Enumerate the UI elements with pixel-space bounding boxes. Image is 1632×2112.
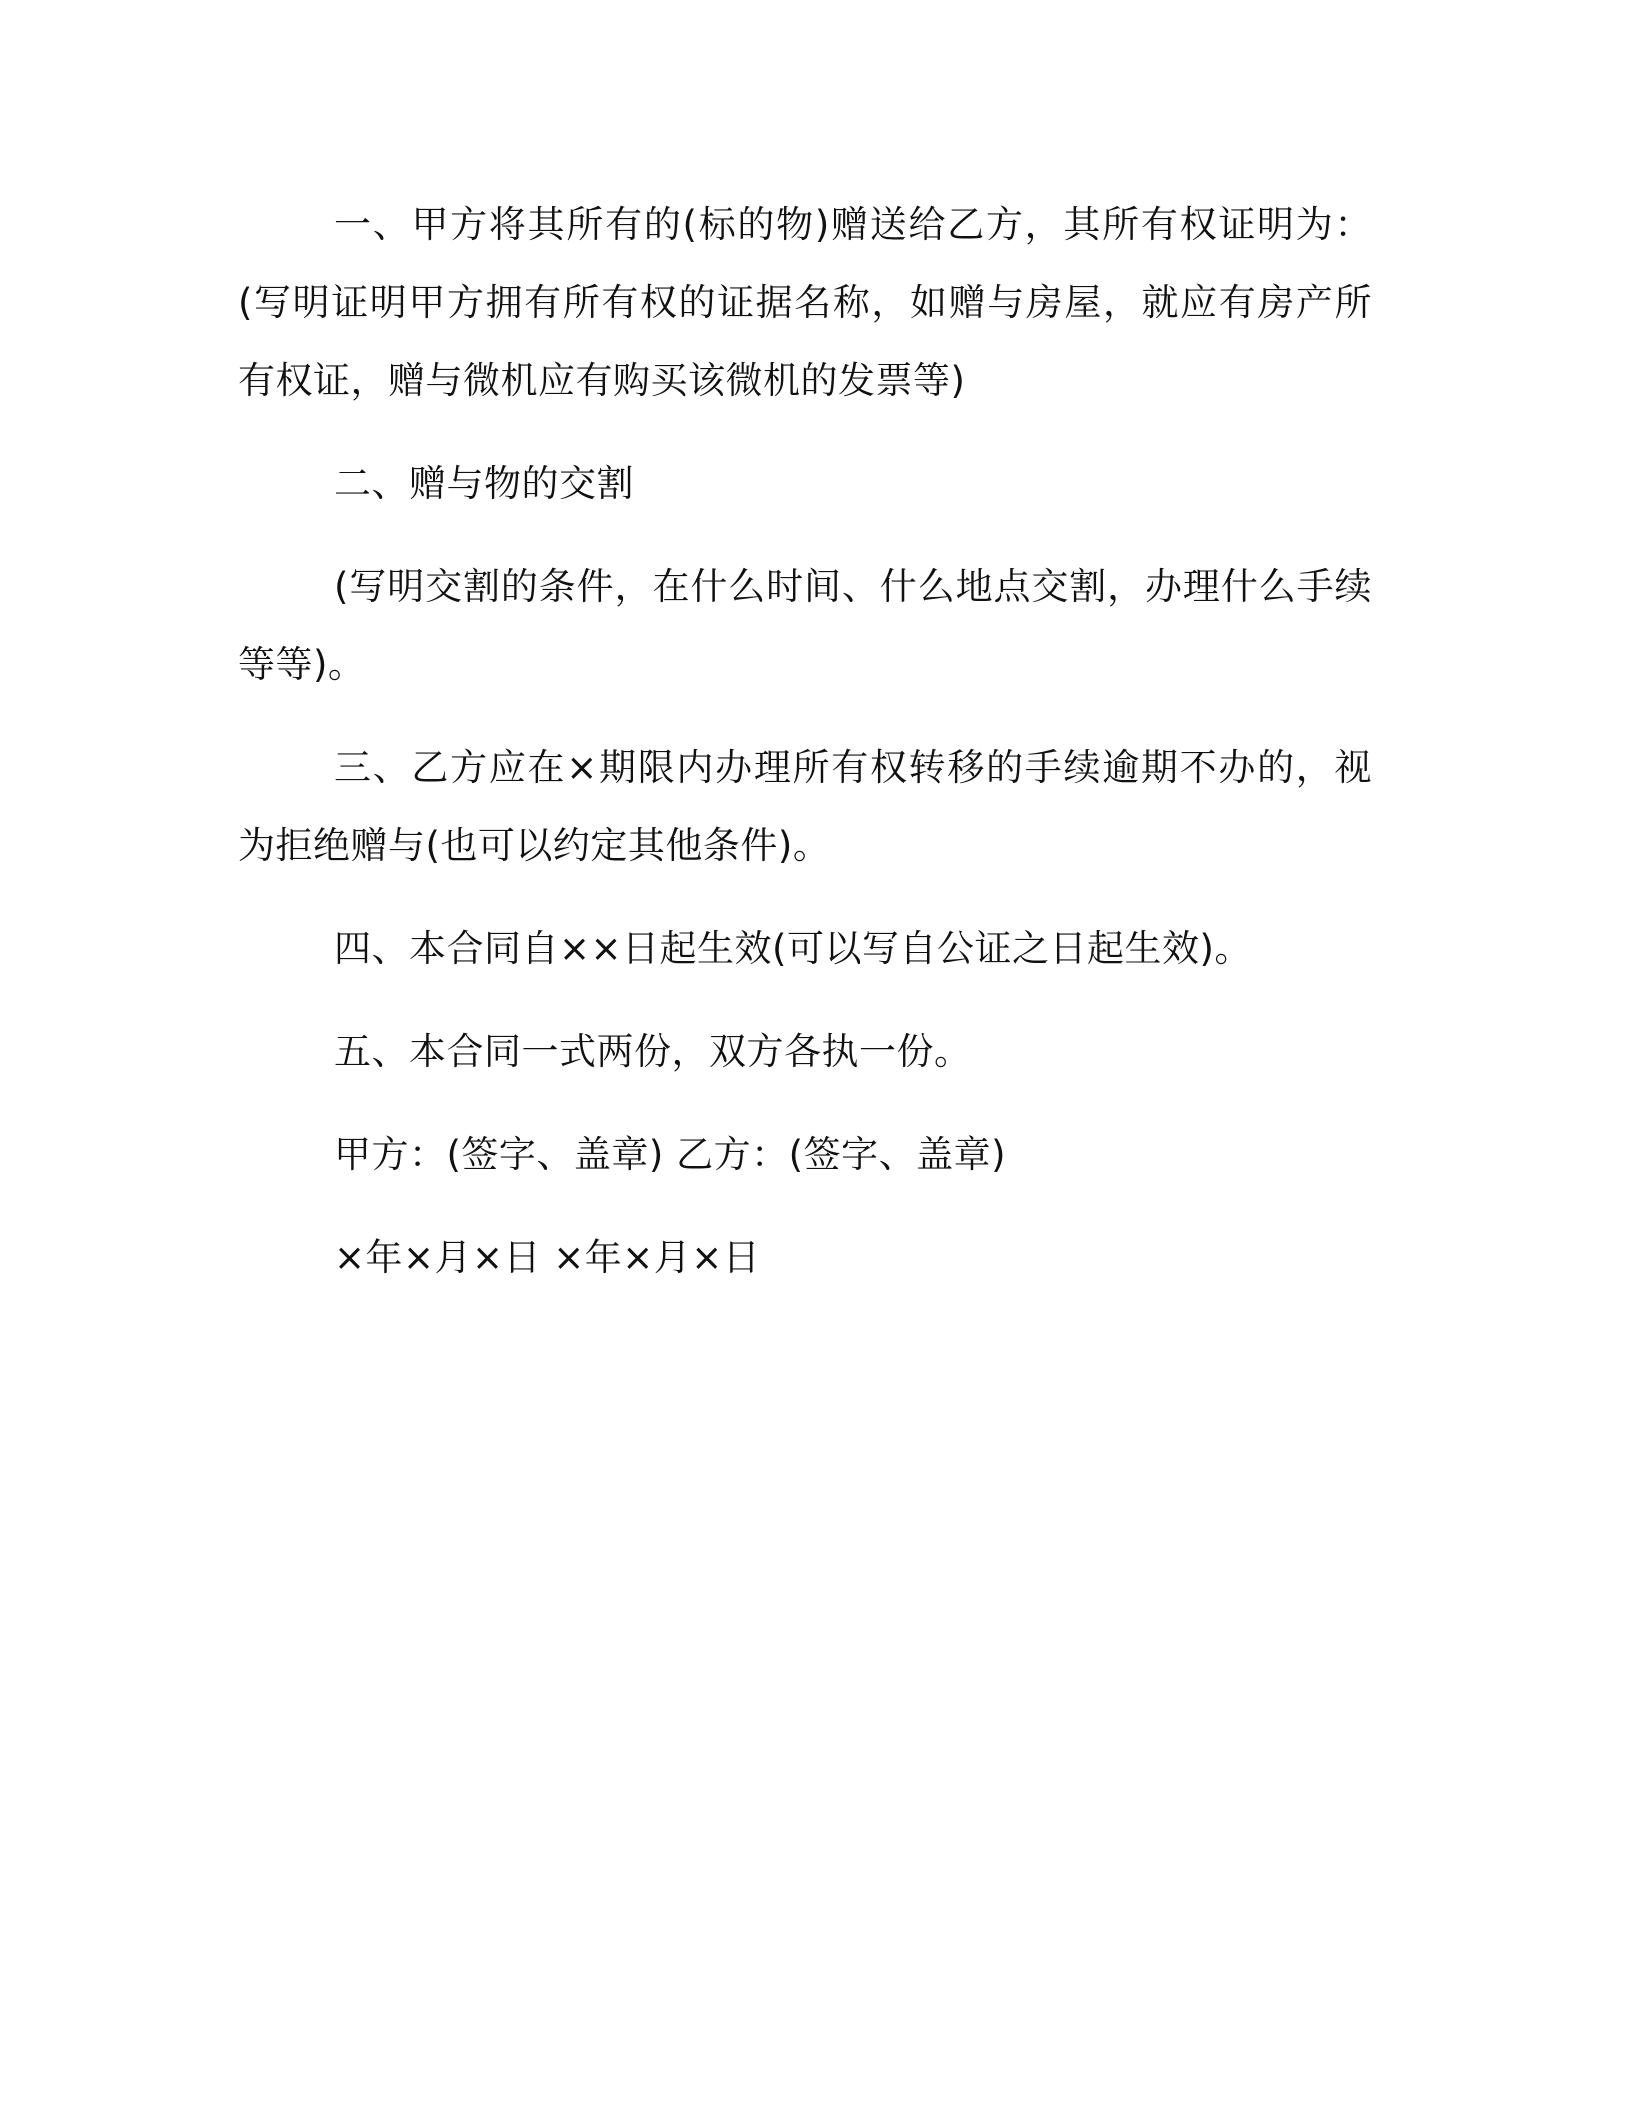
clause-one-paragraph: 一、甲方将其所有的(标的物)赠送给乙方，其所有权证明为：(写明证明甲方拥有所有权的证据名称，如赠与房屋，就应有房产所有权证，赠与微机应有购买该微机的发票等)	[238, 203, 1372, 402]
clause-two-detail-paragraph: (写明交割的条件，在什么时间、什么地点交割，办理什么手续等等)。	[238, 565, 1372, 686]
date-line: ×年×月×日 ×年×月×日	[334, 1236, 761, 1279]
clause-two-heading: 二、赠与物的交割	[334, 462, 634, 505]
clause-four-paragraph: 四、本合同自××日起生效(可以写自公证之日起生效)。	[334, 927, 1252, 970]
document-body	[238, 186, 1372, 1322]
clause-five-paragraph: 五、本合同一式两份，双方各执一份。	[334, 1030, 972, 1073]
signature-line: 甲方：(签字、盖章) 乙方：(签字、盖章)	[334, 1133, 1007, 1176]
clause-three-paragraph: 三、乙方应在×期限内办理所有权转移的手续逾期不办的，视为拒绝赠与(也可以约定其他条件)。	[238, 746, 1372, 867]
